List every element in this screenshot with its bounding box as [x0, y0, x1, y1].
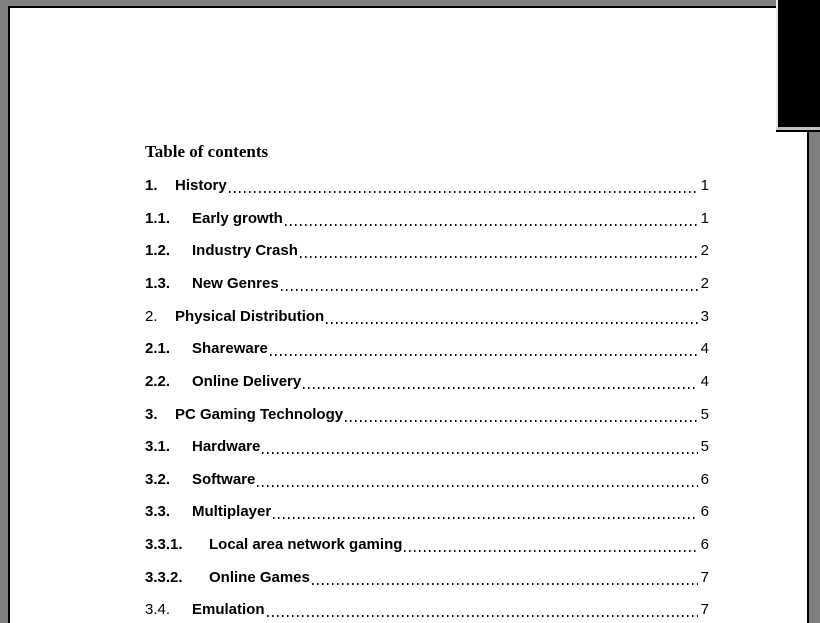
dot-leader — [326, 322, 697, 324]
toc-entry-number: 3.4. — [145, 601, 171, 619]
toc-entry-page-number: 7 — [700, 601, 709, 619]
toc-entry-page-number: 4 — [700, 372, 709, 390]
toc-entry-number: 3.1. — [145, 438, 171, 456]
scrollbar-track[interactable] — [809, 132, 820, 623]
toc-entry-page-number: 1 — [700, 177, 709, 194]
toc-entry-page-number: 2 — [700, 274, 709, 292]
toc-entry-number: 3. — [145, 405, 158, 423]
toc-entry-page-number: 6 — [700, 536, 709, 554]
toc-entry-number: 2.2. — [145, 372, 171, 390]
toc-entry-label: Online Games — [209, 568, 310, 586]
dot-leader — [262, 452, 697, 454]
toc-entry-number: 3.3.1. — [145, 536, 183, 554]
toc-entry-page-number: 3 — [700, 307, 709, 325]
toc-entry-page-number: 6 — [700, 503, 709, 521]
toc-entry-number: 3.3.2. — [145, 568, 183, 586]
dot-leader — [285, 224, 698, 226]
toc-entry-number: 3.2. — [145, 470, 171, 488]
toc-entry[interactable] — [145, 437, 709, 457]
dot-leader — [281, 289, 698, 291]
toc-entry-label: Software — [192, 470, 256, 488]
toc-entry-number: 1.3. — [145, 274, 171, 292]
toc-entry-label: History — [175, 177, 227, 194]
toc-entry-label: PC Gaming Technology — [175, 405, 344, 423]
dot-leader — [257, 485, 697, 487]
toc-title: Table of contents — [145, 142, 269, 161]
toc-entry-page-number: 1 — [700, 209, 709, 227]
toc-entry-page-number: 6 — [700, 470, 709, 488]
toc-entry[interactable] — [145, 274, 709, 294]
toc-entry-label: New Genres — [192, 274, 279, 292]
toc-entry-label: Local area network gaming — [209, 536, 403, 554]
toc-entry[interactable] — [145, 339, 709, 359]
toc-entry[interactable] — [145, 307, 709, 327]
toc-entry[interactable] — [145, 372, 709, 392]
toc-entry-number: 2.1. — [145, 340, 171, 358]
toc-entry[interactable] — [145, 209, 709, 229]
dot-leader — [300, 256, 698, 258]
toc-entry-label: Physical Distribution — [175, 307, 325, 325]
toc-entry[interactable] — [145, 176, 709, 196]
toc-entry[interactable] — [145, 470, 709, 490]
toc-entry-label: Early growth — [192, 209, 283, 227]
toc-entry[interactable] — [145, 405, 709, 425]
toc-entry[interactable] — [145, 502, 709, 522]
toc-entry-number: 1. — [145, 177, 158, 194]
dot-leader — [229, 191, 698, 193]
toc-entry-number: 2. — [145, 307, 158, 325]
document-page[interactable] — [8, 6, 809, 623]
toc-entry[interactable] — [145, 535, 709, 555]
toc-entry-page-number: 5 — [700, 405, 709, 423]
toc-entry-number: 1.1. — [145, 209, 171, 227]
toc-entry-page-number: 7 — [700, 568, 709, 586]
toc-entry-label: Hardware — [192, 438, 261, 456]
toc-entry[interactable] — [145, 568, 709, 588]
toc-entry-page-number: 2 — [700, 242, 709, 260]
dot-leader — [270, 354, 698, 356]
toc-entry[interactable] — [145, 241, 709, 261]
dot-leader — [273, 517, 697, 519]
dot-leader — [312, 583, 698, 585]
dot-leader — [345, 420, 698, 422]
toc-entry-number: 1.2. — [145, 242, 171, 260]
dot-leader — [303, 387, 697, 389]
toc-entry-page-number: 4 — [700, 340, 709, 358]
toc-entry-label: Emulation — [192, 601, 265, 619]
toc-entry-label: Shareware — [192, 340, 268, 358]
overlay-black-panel — [776, 0, 820, 130]
toc-entry-label: Industry Crash — [192, 242, 298, 260]
dot-leader — [267, 615, 698, 617]
dot-leader — [404, 550, 697, 552]
toc-entry-page-number: 5 — [700, 438, 709, 456]
toc-entry-label: Multiplayer — [192, 503, 272, 521]
toc-entry[interactable] — [145, 600, 709, 620]
toc-entry-number: 3.3. — [145, 503, 171, 521]
toc-entry-label: Online Delivery — [192, 372, 302, 390]
